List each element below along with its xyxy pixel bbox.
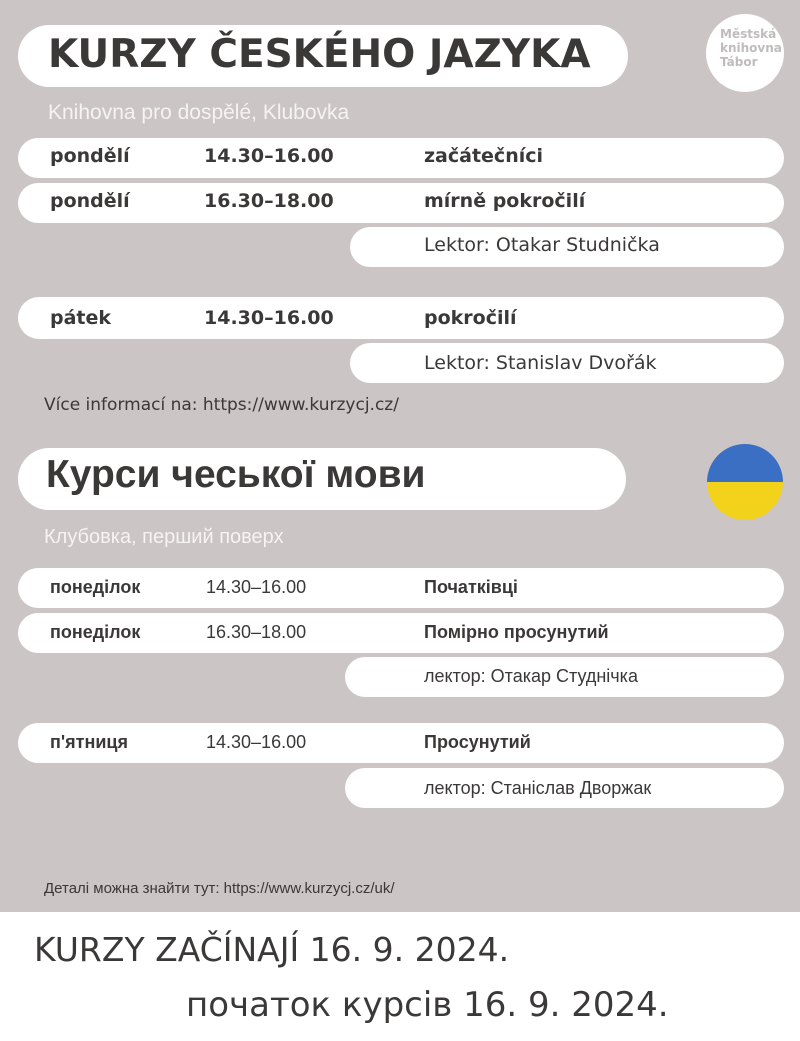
logo-line-3: Tábor xyxy=(720,55,758,69)
ukrainian-row-1-day: понеділок xyxy=(50,577,141,597)
czech-lector-2: Lektor: Stanislav Dvořák xyxy=(424,352,657,374)
flag-blue-stripe xyxy=(707,444,783,482)
ukrainian-lector-2: лектор: Станіслав Дворжак xyxy=(424,778,652,798)
czech-row-2 xyxy=(18,183,784,223)
czech-row-1 xyxy=(18,138,784,178)
czech-row-3-level: pokročilí xyxy=(424,307,517,329)
ukrainian-row-2-day: понеділок xyxy=(50,622,141,642)
ukrainian-row-3-time: 14.30–16.00 xyxy=(206,732,307,752)
ukrainian-info: Деталі можна знайти тут: https://www.kurzycj.cz/uk/ xyxy=(44,880,395,897)
czech-location: Knihovna pro dospělé, Klubovka xyxy=(48,101,350,124)
ukrainian-row-3 xyxy=(18,723,784,763)
library-logo xyxy=(706,14,784,92)
czech-title: KURZY ČESKÉHO JAZYKA xyxy=(48,32,591,77)
czech-row-3 xyxy=(18,297,784,339)
ukrainian-lector-1: лектор: Отакар Студнічка xyxy=(424,666,638,686)
ukrainian-title: Курси чеської мови xyxy=(46,453,426,496)
ukraine-flag-icon xyxy=(707,444,783,520)
czech-info: Více informací na: https://www.kurzycj.cz/ xyxy=(44,395,399,415)
footer-ukrainian-start: початок курсів 16. 9. 2024. xyxy=(186,985,669,1025)
ukrainian-row-1-time: 14.30–16.00 xyxy=(206,577,307,597)
czech-row-2-level: mírně pokročilí xyxy=(424,190,586,212)
ukrainian-row-1-level: Початківці xyxy=(424,577,518,597)
logo-line-2: knihovna xyxy=(720,41,782,55)
ukrainian-row-3-level: Просунутий xyxy=(424,732,531,752)
ukrainian-row-2-time: 16.30–18.00 xyxy=(206,622,307,642)
czech-row-3-time: 14.30–16.00 xyxy=(204,307,334,329)
czech-row-1-level: začátečníci xyxy=(424,145,544,167)
footer-czech-start: KURZY ZAČÍNAJÍ 16. 9. 2024. xyxy=(34,930,510,969)
flag-yellow-stripe xyxy=(707,482,783,520)
czech-lector-1: Lektor: Otakar Studnička xyxy=(424,234,660,256)
czech-row-1-time: 14.30–16.00 xyxy=(204,145,334,167)
logo-line-1: Městská xyxy=(720,27,777,41)
czech-row-2-time: 16.30–18.00 xyxy=(204,190,334,212)
ukrainian-row-3-day: п'ятниця xyxy=(50,732,128,752)
czech-row-2-day: pondělí xyxy=(50,190,130,212)
ukrainian-row-2-level: Помірно просунутий xyxy=(424,622,609,642)
ukrainian-location: Клубовка, перший поверх xyxy=(44,526,284,548)
czech-row-3-day: pátek xyxy=(50,307,112,329)
czech-row-1-day: pondělí xyxy=(50,145,130,167)
